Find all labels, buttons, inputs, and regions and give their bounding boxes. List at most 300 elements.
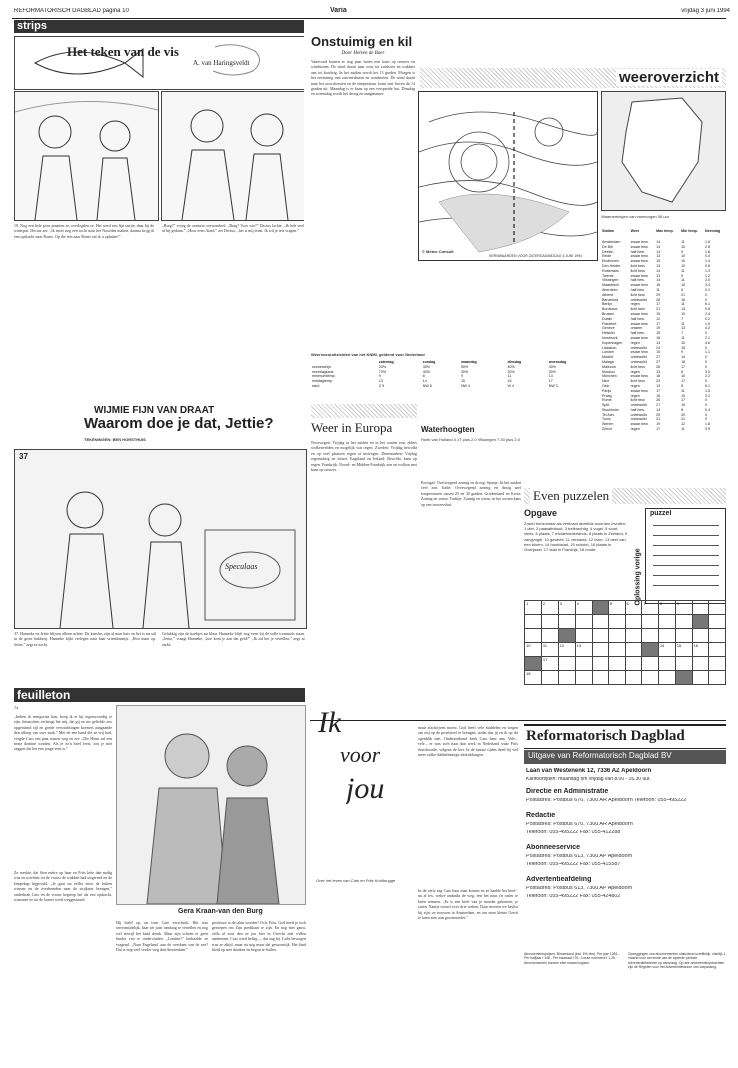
readings-cell: 1.1 xyxy=(705,350,711,355)
crossword-cell[interactable]: 11 xyxy=(541,643,558,657)
feuilleton-col-5: In de verte zag Cato haar man komen en ze haalde het kind ‑ nu al tex, wekre ondanks de weg, een het naar s'n vader te laten wennen. „Er is een brief van je moeder gekomen; je zuster Nantje trouwt over drie weken. Daar moeten we beslist bij zijn; ze trouwen in Amsterdam, en om onze kleine Gerrit te laten zien aan grootmoeder.” xyxy=(418,888,518,921)
crossword-row xyxy=(525,629,726,643)
readings-cell: licht bew. xyxy=(630,292,646,297)
strip-caption-2: „Burg?” vroeg de centurio verwonderd. „Burg? Voor wie?” Decius lachte. „Ik heb veel af bij gedaan.” „Hoor eens Aiard,” zei Decius, „het is mij ernst. Ik wil je iets vragen.” xyxy=(162,223,304,234)
crossword-cell[interactable] xyxy=(608,671,625,685)
readings-cell: zwaar bew. xyxy=(630,374,649,379)
forecast-header: dinsdag xyxy=(507,360,522,364)
readings-cell: 11 xyxy=(681,278,685,283)
crossword-cell[interactable] xyxy=(608,629,625,643)
readings-cell: 0 xyxy=(705,417,708,422)
readings-cell: 10 xyxy=(681,259,686,264)
crossword-cell[interactable] xyxy=(592,601,608,615)
crossword-cell[interactable]: 4 xyxy=(575,601,592,615)
colophon-section-title: Abonneeservice xyxy=(526,844,581,851)
readings-cell: 14 xyxy=(681,355,686,360)
forecast-cell: 11 xyxy=(507,374,512,379)
forecast-header: zondag xyxy=(422,360,436,364)
crossword-cell[interactable] xyxy=(709,657,726,671)
readings-cell: 11 xyxy=(681,302,685,307)
forecast-cell: NW 4 xyxy=(460,383,470,388)
readings-cell: half bew. xyxy=(630,278,645,283)
crossword-cell[interactable] xyxy=(625,643,642,657)
crossword-cell[interactable] xyxy=(541,615,558,629)
readings-cell: Kopenhagen xyxy=(602,340,623,345)
crossword-cell[interactable] xyxy=(575,671,592,685)
feuilleton-illustration xyxy=(116,705,306,905)
crossword-cell[interactable]: 15 xyxy=(675,643,692,657)
weather-body: Vanavond komen er nog paar buien met kans op onweer en windstoten. De wind draait naar west tot zuidwest en wakkert aan tot krachtig. In het zuiden wordt het 13 graden. Morgen is het onstuimig met onweersbuien en windstoten. De wind draait naar het noordwesten en de temperatuur komt niet boven de 14 graden uit. Maandag is er kans op een verspreide bui. Dinsdag en woensdag wordt het droog en aangenamer. xyxy=(311,59,415,97)
readings-cell: 17 xyxy=(656,302,661,307)
readings-cell: 1.8 xyxy=(705,422,711,427)
readings-cell: 6.1 xyxy=(705,302,711,307)
europa-title: Weer in Europa xyxy=(311,420,393,435)
crossword-row xyxy=(525,601,726,615)
strip-title-panel xyxy=(14,36,304,90)
readings-cell: zwaar bew. xyxy=(630,259,649,264)
weeroverzicht-title: weeroverzicht xyxy=(616,69,722,86)
readings-cell: 10 xyxy=(681,340,686,345)
readings-cell: Vlissingen xyxy=(602,278,619,283)
readings-cell: 23 xyxy=(656,379,661,384)
readings-cell: Oslo xyxy=(602,383,610,388)
readings-cell: Moskou xyxy=(602,369,615,374)
readings-cell: 0.4 xyxy=(705,254,711,259)
readings-cell: 6 xyxy=(681,287,684,292)
readings-cell: regen xyxy=(630,302,640,307)
crossword-cell[interactable] xyxy=(692,671,709,685)
forecast-title: Weersvooruitzichten van het KNMI, geldend voor Nederland xyxy=(311,352,425,357)
readings-cell: 31 xyxy=(656,417,661,422)
colophon-fineprint-left: Abonnementsprijzen: Binnenland (incl. 6% btw). Per jaar f 284,- Per halfjaar f 148,- Per kwartaal f 76,- Losse nummers f 1,25. Abonnementen kunnen elke maand ingaan. xyxy=(524,952,620,965)
readings-cell: 11 xyxy=(681,321,685,326)
readings-cell: 11 xyxy=(681,240,685,244)
europa-bar xyxy=(311,404,417,418)
crossword-cell[interactable] xyxy=(592,657,608,671)
crossword-cell[interactable]: 16 xyxy=(692,643,709,657)
crossword-cell[interactable]: 13 xyxy=(575,643,592,657)
crossword-cell[interactable] xyxy=(541,671,558,685)
readings-cell: 13 xyxy=(681,307,686,312)
readings-cell: zwaar bew. xyxy=(630,240,649,244)
forecast-header: woensdag xyxy=(548,360,567,364)
readings-cell: 16 xyxy=(681,297,686,302)
readings-cell: Split xyxy=(602,403,609,408)
readings-cell: 3.2 xyxy=(705,393,711,398)
crossword-cell[interactable] xyxy=(625,629,642,643)
colophon-fineprint-right: Opzeggingen van abonnementen uitsluitend schriftelijk, uiterlijk 1 maand voor het einde van de lopende periode. Advertentietarieven op aanvraag. Op alle advertentieopdrachten zijn de Regelen voor het Advertentiewezen van toepassing. xyxy=(628,952,726,970)
crossword-cell[interactable] xyxy=(625,615,642,629)
crossword-cell[interactable] xyxy=(658,615,675,629)
crossword-cell[interactable] xyxy=(642,643,659,657)
readings-cell: 17 xyxy=(656,388,661,393)
weather-map xyxy=(418,91,598,261)
crossword-cell[interactable] xyxy=(692,657,709,671)
readings-cell: 13 xyxy=(656,383,661,388)
header-rule xyxy=(12,18,726,19)
feuilleton-title-voor: voor xyxy=(340,744,381,766)
forecast-cell: 30% xyxy=(422,364,430,369)
oplossing-label-wrap xyxy=(632,512,642,612)
readings-cell: onbewolkt xyxy=(630,403,647,408)
crossword-cell[interactable] xyxy=(709,615,726,629)
crossword-cell[interactable] xyxy=(658,657,675,671)
readings-cell: 1.8 xyxy=(705,240,711,244)
colophon-section-line: Postadres: Postbus 670, 7300 AR Apeldoorn Telefoon: 055-495222 xyxy=(526,798,687,803)
readings-cell: onbewolkt xyxy=(630,355,647,360)
crossword-cell[interactable] xyxy=(592,615,608,629)
crossword-cell[interactable] xyxy=(675,657,692,671)
crossword-cell[interactable] xyxy=(525,657,542,671)
crossword-cell[interactable] xyxy=(675,671,692,685)
crossword-cell[interactable]: 14 xyxy=(658,643,675,657)
readings-cell: 14 xyxy=(656,249,661,254)
readings-cell: 26 xyxy=(656,398,661,403)
colophon-section-line: Telefoon: 055-495222 Fax: 055-415587 xyxy=(526,862,621,867)
netherlands-map xyxy=(601,91,726,211)
forecast-cell: W 4 xyxy=(507,383,514,388)
readings-cell: licht bew. xyxy=(630,398,646,403)
strip-caption: 19. Nog een hele poos praatten ze, overlegden ze. Het werd een fijn uurtje, daar bij de waterput. Decius zei: „Ik moet nog een tocht naar het Noorden maken, daarna krijg ik een opdracht naar Rome. Op die reis naar Rome zal ik u ophalen!” xyxy=(14,223,154,239)
crossword-cell[interactable] xyxy=(558,671,575,685)
readings-cell: half bew. xyxy=(630,407,645,412)
crossword-cell[interactable] xyxy=(642,629,659,643)
crossword-cell[interactable]: 8 xyxy=(658,601,675,615)
readings-cell: 29 xyxy=(656,412,661,417)
readings-cell: 0 xyxy=(705,398,708,403)
readings-cell: 15 xyxy=(656,350,661,355)
colophon-section-line: Telefoon: 055-495222 Fax: 055-424802 xyxy=(526,894,621,899)
readings-cell: 18 xyxy=(656,335,661,340)
readings-cell: 17 xyxy=(656,427,661,432)
forecast-cell: 13 xyxy=(378,379,383,384)
readings-cell: Tunis xyxy=(602,417,611,422)
readings-cell: 9 xyxy=(681,350,684,355)
forecast-cell: 30% xyxy=(460,369,469,374)
readings-cell: 29 xyxy=(656,292,661,297)
readings-cell: 1.2 xyxy=(705,273,711,278)
crossword-cell[interactable] xyxy=(608,643,625,657)
readings-cell: 11 xyxy=(681,388,685,393)
crossword-cell[interactable] xyxy=(558,615,575,629)
crossword-cell[interactable] xyxy=(709,643,726,657)
readings-cell: 0.2 xyxy=(705,316,711,321)
readings-cell: zwaar bew. xyxy=(630,311,649,316)
readings-cell: 5.1 xyxy=(705,383,711,388)
jettie-sign: Speculaas xyxy=(225,562,258,571)
crossword-cell[interactable] xyxy=(558,629,575,643)
strip-author: A. van Haringsveldt xyxy=(193,59,250,67)
forecast-cell: NW 5 xyxy=(422,383,432,388)
crossword-cell[interactable] xyxy=(575,629,592,643)
readings-cell: 21 xyxy=(681,417,686,422)
readings-cell: 1.4 xyxy=(705,259,711,264)
readings-cell: licht bew. xyxy=(630,307,646,312)
waterhoogten-text: Hoek van Holland 4.17 plus 2.0 Vlissingen 7.30 plus 2.0 xyxy=(421,437,520,442)
readings-cell: 26 xyxy=(656,364,661,369)
crossword-cell[interactable] xyxy=(642,657,659,671)
readings-cell: 4.2 xyxy=(705,326,711,331)
crossword-cell[interactable]: 17 xyxy=(541,657,558,671)
crossword-cell[interactable] xyxy=(658,629,675,643)
jettie-credit: TEKENINGEN: BEN HORSTHUIS xyxy=(84,437,146,442)
feuilleton-col-2: Hij hield op, en toen Cato verschrok. Het was onvermijdelijk, haar zei juist vandaag te vertellen en nog wel terwijl het kind dronk. Maar zijn schoen er geen hinder van te ondervinden. „Londen?” herhaalde ze vragend. „Naar Engeland, aan de overkant van de zee? Dat is nog veel verder weg dan Amsterdam.” xyxy=(116,920,208,953)
readings-cell: 1.5 xyxy=(705,388,711,393)
readings-cell: 15 xyxy=(656,311,661,316)
readings-cell: 0 xyxy=(705,331,708,336)
readings-cell: 3.4 xyxy=(705,283,711,288)
crossword-cell[interactable] xyxy=(575,615,592,629)
readings-cell: Bordeaux xyxy=(602,307,618,312)
forecast-table xyxy=(311,360,599,405)
forecast-cell: 40% xyxy=(507,364,515,369)
readings-title: Waarnemingen van vanmorgen 08 uur xyxy=(601,214,670,219)
readings-cell: 27 xyxy=(656,355,661,360)
crossword-cell[interactable] xyxy=(642,671,659,685)
readings-cell: zwaar bew. xyxy=(630,321,649,326)
vorige-puzzel-letters xyxy=(649,521,723,601)
readings-cell: Brussel xyxy=(602,311,614,316)
crossword-cell[interactable]: 18 xyxy=(525,671,542,685)
readings-cell: 1.3 xyxy=(705,268,711,273)
readings-cell: 0 xyxy=(705,412,708,417)
readings-cell: 10 xyxy=(681,393,686,398)
header-date: vrijdag 3 juni 1994 xyxy=(681,8,730,14)
feuilleton-author: Gera Kraan-van den Burg xyxy=(178,908,263,915)
strips-section xyxy=(14,20,304,402)
crossword-cell[interactable]: 2 xyxy=(541,601,558,615)
readings-cell: Genève xyxy=(602,326,615,331)
readings-cell: 0.1 xyxy=(705,287,711,292)
oplossing-label: Oplossing vorige xyxy=(634,548,642,606)
crossword-row xyxy=(525,657,726,671)
crossword-cell[interactable] xyxy=(675,629,692,643)
readings-cell: 0.8 xyxy=(705,263,711,268)
readings-cell: Helsinki xyxy=(602,331,615,336)
crossword-cell[interactable]: 1 xyxy=(525,601,542,615)
readings-cell: 0.4 xyxy=(705,407,711,412)
crossword-cell[interactable] xyxy=(592,643,608,657)
forecast-cell: 40% xyxy=(548,364,556,369)
readings-cell: 11 xyxy=(681,335,685,340)
europa-body-2: Portugal: Overwegend zonnig en droog. Spanje: In het zuiden veel zon. Italië: Overwegend zonnig en droog met temperaturen tussen 25 en 30 graden. Griekenland en Kreta: Zonnig en warm. Turkije: Zonnig en warm, in het oosten kans op een onweersbui. xyxy=(421,480,521,507)
crossword-cell[interactable] xyxy=(558,657,575,671)
colophon-title: Reformatorisch Dagblad xyxy=(526,728,685,744)
forecast-cell: zonneschijn xyxy=(312,364,331,369)
readings-cell: 1.6 xyxy=(705,249,711,254)
crossword-cell[interactable] xyxy=(709,671,726,685)
weather-map-graphic xyxy=(419,92,597,260)
crossword-cell[interactable] xyxy=(608,615,625,629)
forecast-cell: 40% xyxy=(422,369,430,374)
strip-figures-left xyxy=(15,92,158,220)
crossword-cell[interactable]: 12 xyxy=(558,643,575,657)
readings-cell: 0 xyxy=(705,359,708,364)
forecast-header: maandag xyxy=(460,360,477,364)
crossword-cell[interactable] xyxy=(575,657,592,671)
readings-cell: 18 xyxy=(681,359,686,364)
crossword-cell[interactable] xyxy=(608,657,625,671)
crossword-cell[interactable] xyxy=(625,657,642,671)
crossword-grid xyxy=(524,600,726,720)
colophon-section-line: Postadres: Postbus 613, 7300 AP Apeldoorn xyxy=(526,854,633,859)
weather-title: Onstuimig en kil xyxy=(311,35,413,49)
readings-cell: Parijs xyxy=(602,388,611,393)
forecast-cell: 14 xyxy=(422,379,427,384)
readings-cell: 0 xyxy=(705,403,708,408)
readings-cell: 0 xyxy=(705,364,708,369)
readings-cell: 0 xyxy=(705,355,708,360)
feuilleton-title-ik: Ik xyxy=(318,708,342,738)
readings-cell: 11 xyxy=(681,268,685,273)
crossword-row xyxy=(525,615,726,629)
readings-cell: onbewolkt xyxy=(630,297,647,302)
readings-cell: regen xyxy=(630,383,640,388)
crossword-cell[interactable]: 10 xyxy=(525,643,542,657)
crossword-cell[interactable] xyxy=(692,629,709,643)
readings-cell: 15 xyxy=(656,259,661,264)
readings-cell: 19 xyxy=(681,403,686,408)
readings-cell: 26 xyxy=(656,297,661,302)
crossword-cell[interactable] xyxy=(625,671,642,685)
readings-table xyxy=(601,222,726,482)
crossword-cell[interactable] xyxy=(541,629,558,643)
vorige-puzzel xyxy=(645,508,726,604)
readings-cell: 0 xyxy=(705,379,708,384)
forecast-cell: NW 3 xyxy=(548,383,558,388)
colophon-section-line: Postadres: Postbus 613, 7300 AP Apeldoorn xyxy=(526,886,633,891)
readings-cell: Twente xyxy=(602,273,614,278)
crossword-cell[interactable] xyxy=(675,615,692,629)
readings-cell: 19 xyxy=(656,326,661,331)
vorige-puzzel-label: puzzel xyxy=(650,510,672,517)
crossword-cell[interactable] xyxy=(692,601,709,615)
readings-cell: Tel Aviv xyxy=(602,412,615,417)
readings-cell: 18 xyxy=(656,374,661,379)
colophon-sections xyxy=(524,788,726,948)
readings-cell: Barcelona xyxy=(602,297,619,302)
colophon-section-title: Advertentieafdeling xyxy=(526,876,592,883)
crossword-cell[interactable] xyxy=(525,615,542,629)
readings-cell: 2.4 xyxy=(705,311,711,316)
readings-cell: Innsbruck xyxy=(602,335,618,340)
readings-cell: half bew. xyxy=(630,316,645,321)
puzzels-bar xyxy=(524,488,726,504)
forecast-cell: 9 xyxy=(460,374,463,379)
crossword-cell[interactable] xyxy=(592,671,608,685)
readings-body xyxy=(601,240,726,432)
strips-bar xyxy=(14,20,304,33)
jettie-panel-number: 37 xyxy=(19,452,28,461)
readings-cell: 0 xyxy=(705,292,708,297)
forecast-cell: neerslagkans xyxy=(312,369,334,374)
jettie-panel xyxy=(14,449,307,629)
readings-cell: Eelde xyxy=(602,254,612,259)
colophon-subtitle: Uitgave van Reformatorisch Dagblad BV xyxy=(524,750,726,764)
crossword-cell[interactable] xyxy=(658,671,675,685)
readings-cell: 7 xyxy=(681,331,684,336)
readings-cell: De Bilt xyxy=(602,244,613,249)
forecast-cell: wind xyxy=(312,383,320,388)
crossword-cell[interactable]: 7 xyxy=(642,601,659,615)
forecast-cell: 9 xyxy=(378,374,381,379)
readings-cell: 14 xyxy=(656,244,661,249)
crossword-cell[interactable]: 9 xyxy=(675,601,692,615)
readings-cell: zwaar bew. xyxy=(630,244,649,249)
readings-cell: 24 xyxy=(656,345,661,350)
readings-cell: regen xyxy=(630,427,640,432)
crossword-cell[interactable]: 3 xyxy=(558,601,575,615)
readings-cell: 14 xyxy=(656,278,661,283)
readings-cell: 21 xyxy=(681,292,686,297)
forecast-cell: 16 xyxy=(507,379,512,384)
forecast-cell: middagtemp. xyxy=(312,379,333,384)
readings-cell: 3.9 xyxy=(705,427,711,432)
crossword-cell[interactable] xyxy=(692,615,709,629)
readings-cell: 13 xyxy=(681,326,686,331)
crossword-cell[interactable] xyxy=(525,629,542,643)
opgave-title: Opgave xyxy=(524,508,558,518)
crossword-row xyxy=(525,671,726,685)
readings-cell: licht bew. xyxy=(630,379,646,384)
readings-cell: zwaar bew. xyxy=(630,254,649,259)
jettie-header xyxy=(14,405,305,445)
readings-cell: Rotterdam xyxy=(602,268,619,273)
readings-cell: 13 xyxy=(656,254,661,259)
readings-cell: 11 xyxy=(656,287,660,292)
crossword-cell[interactable] xyxy=(709,629,726,643)
readings-cell: 15 xyxy=(681,345,686,350)
puzzels-title: Even puzzelen xyxy=(530,488,612,504)
readings-cell: Eindhoven xyxy=(602,259,619,264)
feuilleton-label: feuilleton xyxy=(17,688,71,702)
waterhoogten-title: Waterhoogten xyxy=(421,425,475,434)
readings-cell: Berlijn xyxy=(602,302,612,307)
crossword-cell[interactable]: 6 xyxy=(625,601,642,615)
readings-cell: 13 xyxy=(656,369,661,374)
crossword-cell[interactable]: 5 xyxy=(608,601,625,615)
header-section: Varia xyxy=(330,7,347,14)
colophon-section-line: Telefoon: 055-495222 Fax: 055-412288 xyxy=(526,830,621,835)
strip-panel-right xyxy=(161,91,304,221)
readings-cell: zwaar bew. xyxy=(630,388,649,393)
map-credit: © Meteo Consult xyxy=(422,249,454,254)
crossword-row xyxy=(525,643,726,657)
readings-cell: 13 xyxy=(656,273,661,278)
readings-cell: 2.1 xyxy=(705,335,711,340)
readings-cell: 19 xyxy=(656,422,661,427)
readings-cell: 21 xyxy=(656,307,661,312)
readings-cell: half bew. xyxy=(630,331,645,336)
forecast-cell: 30% xyxy=(548,369,556,374)
jettie-caption-2: Gelukkig zijn de koekjes nu klaar. Hanneke blijft nog even bij de volle trommels staan. „Jettie,” vraagt Hanneke, „hoe kom je aan dat geld?” „Ik zal het je vertellen,” zegt ze zacht. xyxy=(162,631,305,647)
readings-row xyxy=(601,427,726,432)
forecast-cell: 50% xyxy=(460,364,469,369)
forecast-header: zaterdag xyxy=(378,360,394,364)
readings-header: Weer xyxy=(630,228,640,233)
crossword-cell[interactable] xyxy=(592,629,608,643)
readings-cell: 0 xyxy=(705,345,708,350)
weeroverzicht-bar xyxy=(420,68,726,88)
feuilleton-number: 74 xyxy=(14,705,19,710)
readings-cell: Maastricht xyxy=(602,283,619,288)
readings-cell: Londen xyxy=(602,350,614,355)
forecast-cell: 20% xyxy=(378,364,387,369)
crossword-cell[interactable] xyxy=(709,601,726,615)
feuilleton-title-block xyxy=(306,708,406,908)
readings-cell: zwaar bew. xyxy=(630,273,649,278)
crossword-cell[interactable] xyxy=(642,615,659,629)
